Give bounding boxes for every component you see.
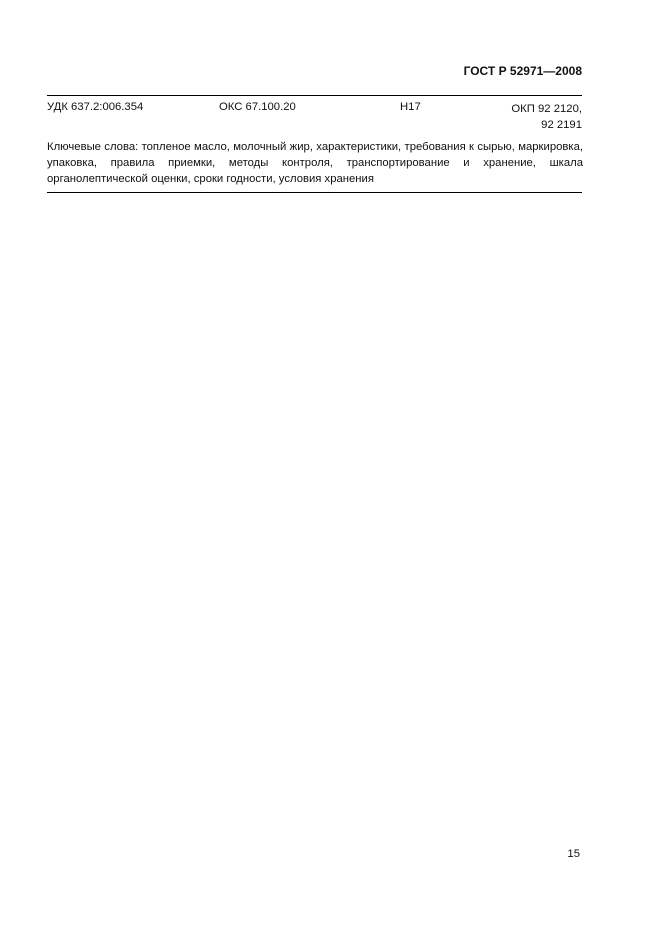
bottom-divider: [47, 192, 582, 193]
page-number: 15: [567, 848, 580, 860]
okp-line-2: 92 2191: [541, 119, 582, 131]
okp-line-1: ОКП 92 2120,: [511, 103, 582, 115]
group-code: Н17: [400, 101, 421, 113]
top-divider: [47, 95, 582, 96]
keywords-paragraph: Ключевые слова: топленое масло, молочный жир, характеристики, требования к сырью, маркировка, упаковка, правила приемки, методы контроля, транспортирование и хранение, шкала органолептической оценки, сроки годности, условия хранения: [47, 141, 583, 185]
oks-code: ОКС 67.100.20: [219, 101, 296, 113]
standard-number: ГОСТ Р 52971—2008: [463, 64, 582, 78]
okp-code: [511, 101, 582, 133]
udk-code: УДК 637.2:006.354: [47, 101, 144, 113]
